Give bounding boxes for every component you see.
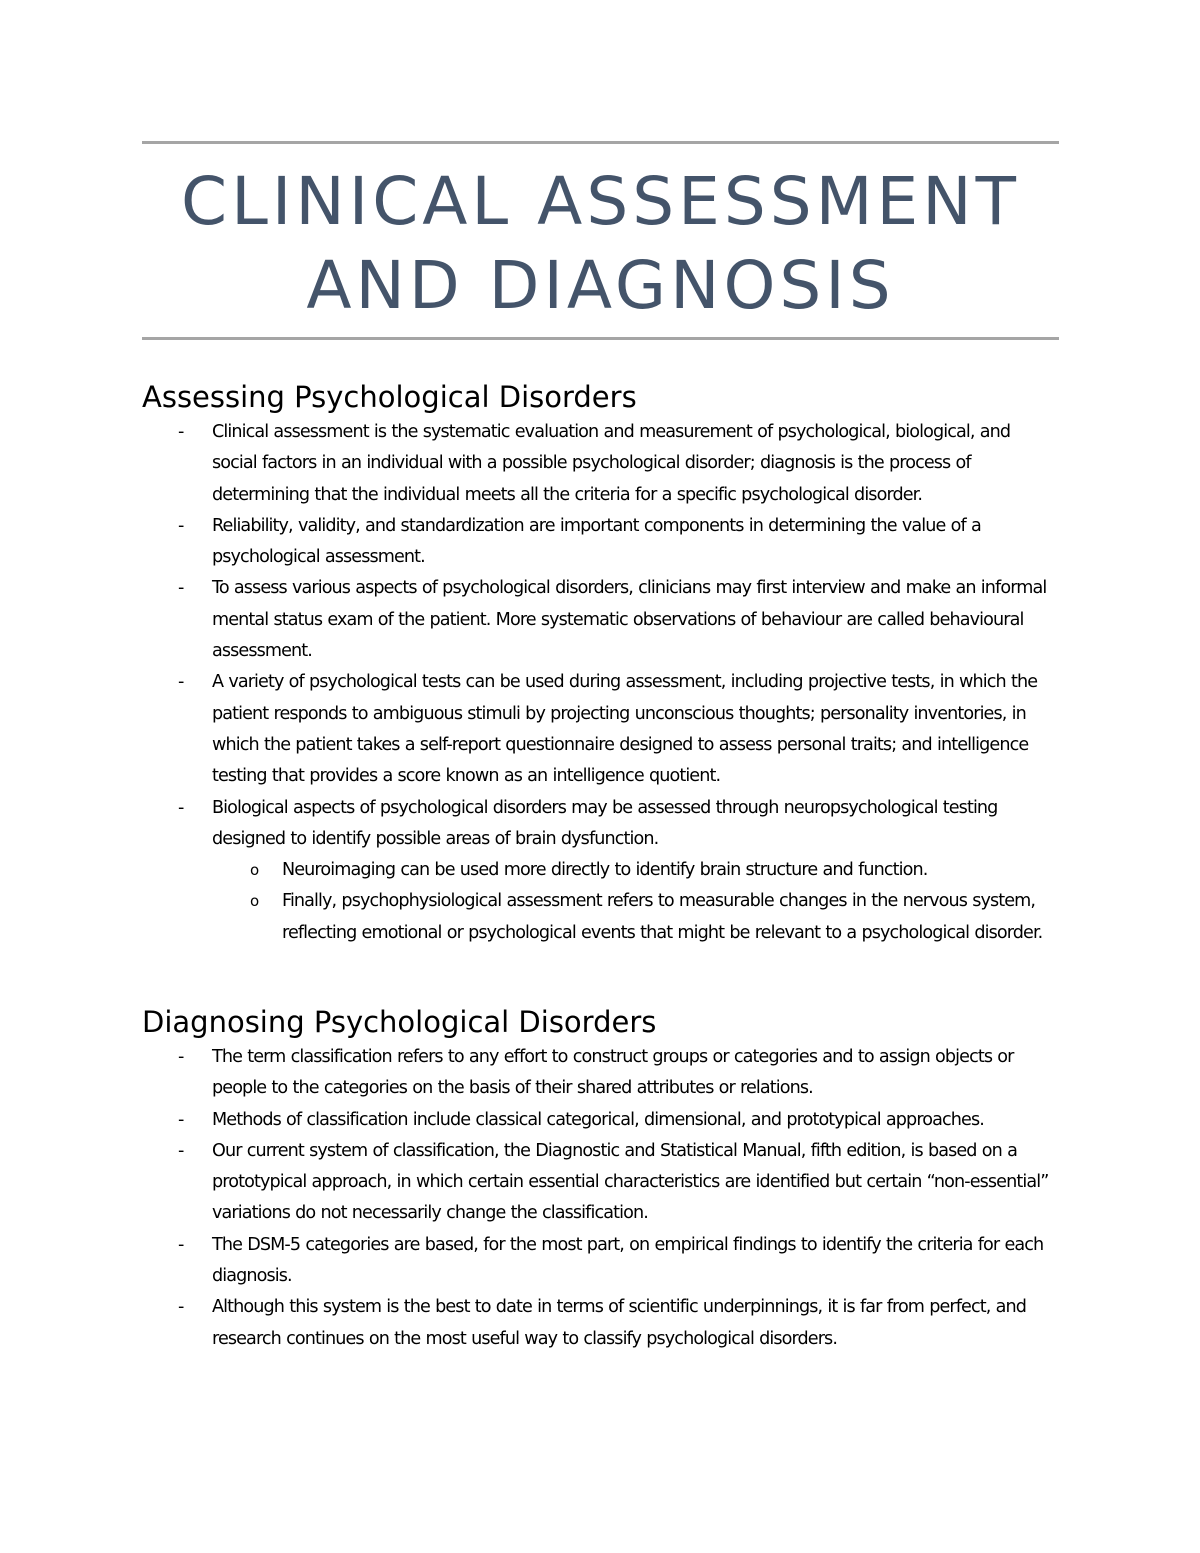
list-item (142, 1292, 1059, 1355)
circle-bullet: o (250, 892, 260, 911)
title-line-2: AND DIAGNOSIS (306, 247, 895, 324)
section-diagnosing (142, 1004, 1059, 1355)
list-item (142, 1136, 1059, 1230)
list-item (142, 1042, 1059, 1105)
dash-bullet: - (178, 1109, 185, 1130)
list-item (142, 1230, 1059, 1293)
list-item-text: Although this system is the best to date in terms of scientific underpinnings, it is far from perfect, and research continues on the most useful way to classify psychological disorders. (212, 1297, 1027, 1349)
list-item (142, 573, 1059, 667)
list-item (142, 511, 1059, 574)
bullet-list (142, 1042, 1059, 1355)
list-item-text: Methods of classification include classical categorical, dimensional, and prototypical approaches. (212, 1109, 984, 1130)
document-title (142, 160, 1059, 328)
list-item-text: To assess various aspects of psychological disorders, clinicians may first interview and make an informal mental status exam of the patient. More systematic observations of behaviour are called behavioural assessment. (212, 578, 1047, 662)
list-item-text: The DSM-5 categories are based, for the most part, on empirical findings to identify the criteria for each diagnosis. (212, 1234, 1044, 1287)
dash-bullet: - (178, 1234, 185, 1255)
sub-list-item (212, 886, 1059, 949)
title-top-rule (142, 141, 1059, 144)
dash-bullet: - (178, 1297, 185, 1318)
list-item (142, 417, 1059, 511)
list-item (142, 793, 1059, 949)
sub-list-item-text: Finally, psychophysiological assessment refers to measurable changes in the nervous system, reflecting emotional or psychological events that might be relevant to a psychological disorder. (282, 891, 1043, 943)
list-item-text: Our current system of classification, the Diagnostic and Statistical Manual, fifth edition, is based on a prototypical approach, in which certain essential characteristics are identified but certain “non-essential” variations do not necessarily change the classification. (212, 1140, 1049, 1224)
sub-list-item-text: Neuroimaging can be used more directly to identify brain structure and function. (282, 860, 928, 881)
dash-bullet: - (178, 672, 185, 693)
dash-bullet: - (178, 797, 185, 818)
list-item-text: Reliability, validity, and standardization are important components in determining the value of a psychological assessment. (212, 515, 981, 568)
bullet-list (142, 417, 1059, 949)
list-item-text: Clinical assessment is the systematic evaluation and measurement of psychological, biological, and social factors in an individual with a possible psychological disorder; diagnosis is the process of determining that the individual meets all the criteria for a specific psychological disorder. (212, 422, 1011, 505)
circle-bullet: o (250, 861, 260, 880)
list-item-text: Biological aspects of psychological disorders may be assessed through neuropsychological testing designed to identify possible areas of brain dysfunction. (212, 797, 998, 849)
dash-bullet: - (178, 422, 185, 442)
dash-bullet: - (178, 1140, 185, 1161)
sub-bullet-list (212, 855, 1059, 949)
section-heading: Diagnosing Psychological Disorders (142, 1005, 657, 1039)
list-item (142, 1105, 1059, 1136)
title-bottom-rule (142, 337, 1059, 340)
sub-list-item (212, 855, 1059, 886)
section-heading: Assessing Psychological Disorders (142, 380, 637, 414)
title-line-1: CLINICAL ASSESSMENT (181, 163, 1020, 240)
list-item-text: A variety of psychological tests can be used during assessment, including projective tests, in which the patient responds to ambiguous stimuli by projecting unconscious thoughts; personality inventories, in which the patient takes a self-report questionnaire designed to assess personal traits; and intelligence testing that provides a score known as an intelligence quotient. (212, 672, 1038, 787)
dash-bullet: - (178, 1047, 185, 1067)
section-assessing (142, 379, 1059, 949)
list-item-text: The term classification refers to any effort to construct groups or categories and to assign objects or people to the categories on the basis of their shared attributes or relations. (212, 1047, 1014, 1099)
list-item (142, 667, 1059, 792)
dash-bullet: - (178, 578, 185, 599)
dash-bullet: - (178, 515, 185, 536)
